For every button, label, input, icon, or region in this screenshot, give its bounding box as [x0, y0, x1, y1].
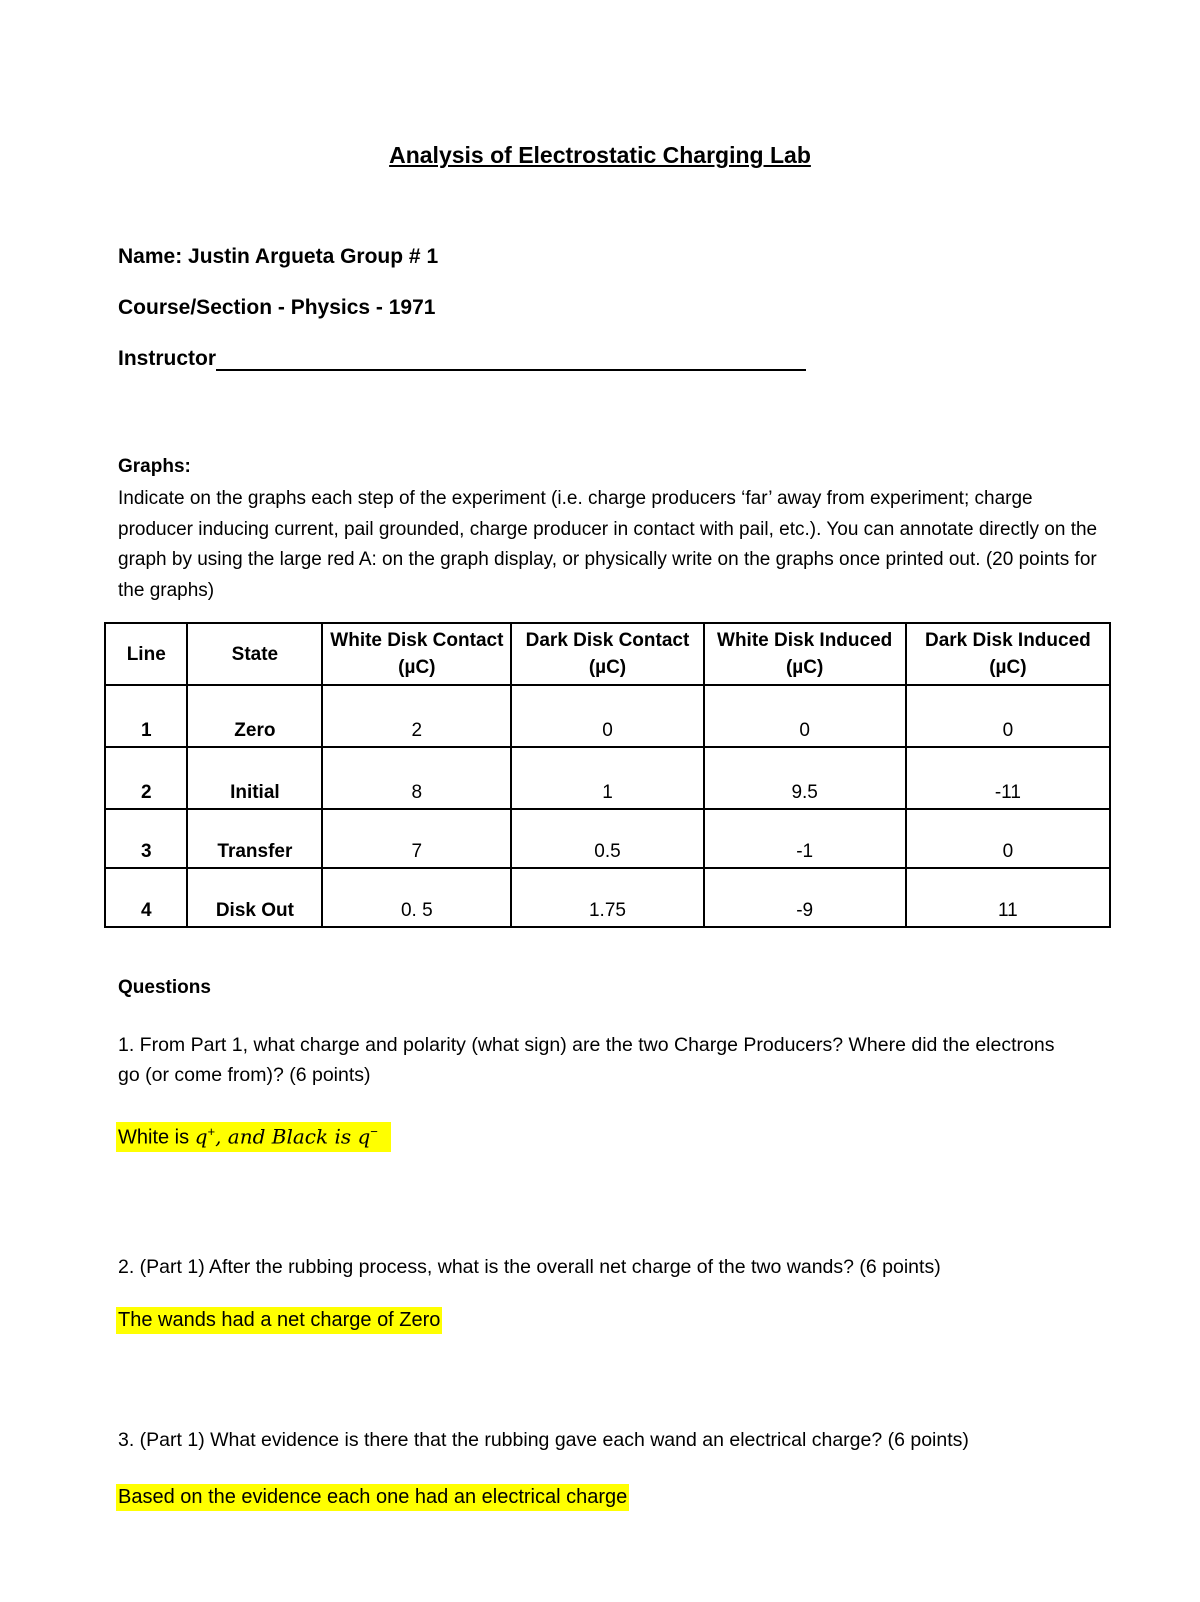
table-cell: 0: [511, 685, 703, 747]
table-cell: 4: [105, 868, 187, 927]
answer-1: [116, 1122, 391, 1152]
table-cell: Disk Out: [187, 868, 322, 927]
table-header-cell: Line: [105, 623, 187, 685]
table-cell: 7: [322, 809, 511, 868]
table-cell: Zero: [187, 685, 322, 747]
instructor-label: Instructor: [118, 347, 217, 370]
table-cell: 0.5: [511, 809, 703, 868]
table-cell: 2: [322, 685, 511, 747]
question-2: 2. (Part 1) After the rubbing process, what is the overall net charge of the two wands? (6 points): [118, 1256, 941, 1278]
table-cell: 2: [105, 747, 187, 809]
instructor-blank: [216, 349, 806, 371]
course-section-line: Course/Section - Physics - 1971: [118, 296, 436, 319]
name-group-line: Name: Justin Argueta Group # 1: [118, 245, 439, 268]
graphs-instructions: Indicate on the graphs each step of the experiment (i.e. charge producers ‘far’ away from experiment; charge producer inducing current, pail grounded, charge producer in contact with pail, etc.). You can annotate directly on the graph by using the large red A: on the graph display, or physically write on the graphs once printed out. (20 points for the graphs): [118, 488, 1098, 601]
table-cell: Initial: [187, 747, 322, 809]
table-cell: 0: [906, 809, 1110, 868]
table-header-row: [105, 623, 1110, 685]
table-cell: -1: [704, 809, 906, 868]
table-cell: 0: [704, 685, 906, 747]
table-cell: -11: [906, 747, 1110, 809]
table-cell: 0. 5: [322, 868, 511, 927]
instructor-line: [118, 347, 806, 371]
table-header-cell: State: [187, 623, 322, 685]
table-cell: 11: [906, 868, 1110, 927]
table-cell: -9: [704, 868, 906, 927]
table-cell: Transfer: [187, 809, 322, 868]
answer-2: The wands had a net charge of Zero: [116, 1307, 442, 1334]
answer-1-math-b: , and Black is q: [215, 1124, 371, 1149]
table-row: [105, 809, 1110, 868]
answer-1-sup-a: +: [207, 1124, 216, 1139]
answer-1-math-a: q: [194, 1124, 208, 1149]
question-3: 3. (Part 1) What evidence is there that the rubbing gave each wand an electrical charge? (6 points): [118, 1429, 969, 1451]
page-title: Analysis of Electrostatic Charging Lab: [389, 142, 811, 168]
answer-3: Based on the evidence each one had an electrical charge: [116, 1484, 629, 1511]
answer-1-prefix: White is: [118, 1126, 195, 1149]
question-1: 1. From Part 1, what charge and polarity (what sign) are the two Charge Producers? Where did the electrons go (or come from)? (6 points): [118, 1034, 1055, 1086]
data-table: [104, 622, 1111, 928]
table-cell: 3: [105, 809, 187, 868]
table-header-cell: Dark Disk Induced (µC): [906, 623, 1110, 685]
table-cell: 1.75: [511, 868, 703, 927]
table-cell: 1: [105, 685, 187, 747]
table-header-cell: Dark Disk Contact (µC): [511, 623, 703, 685]
graphs-label: Graphs:: [118, 456, 191, 477]
table-cell: 8: [322, 747, 511, 809]
table-cell: 1: [511, 747, 703, 809]
answer-1-sup-b: −: [370, 1124, 378, 1139]
table-cell: 0: [906, 685, 1110, 747]
table-row: [105, 747, 1110, 809]
table-header-cell: White Disk Induced (µC): [704, 623, 906, 685]
table-header-cell: White Disk Contact (µC): [322, 623, 511, 685]
table-cell: 9.5: [704, 747, 906, 809]
table-row: [105, 685, 1110, 747]
table-row: [105, 868, 1110, 927]
questions-heading: Questions: [118, 977, 211, 998]
